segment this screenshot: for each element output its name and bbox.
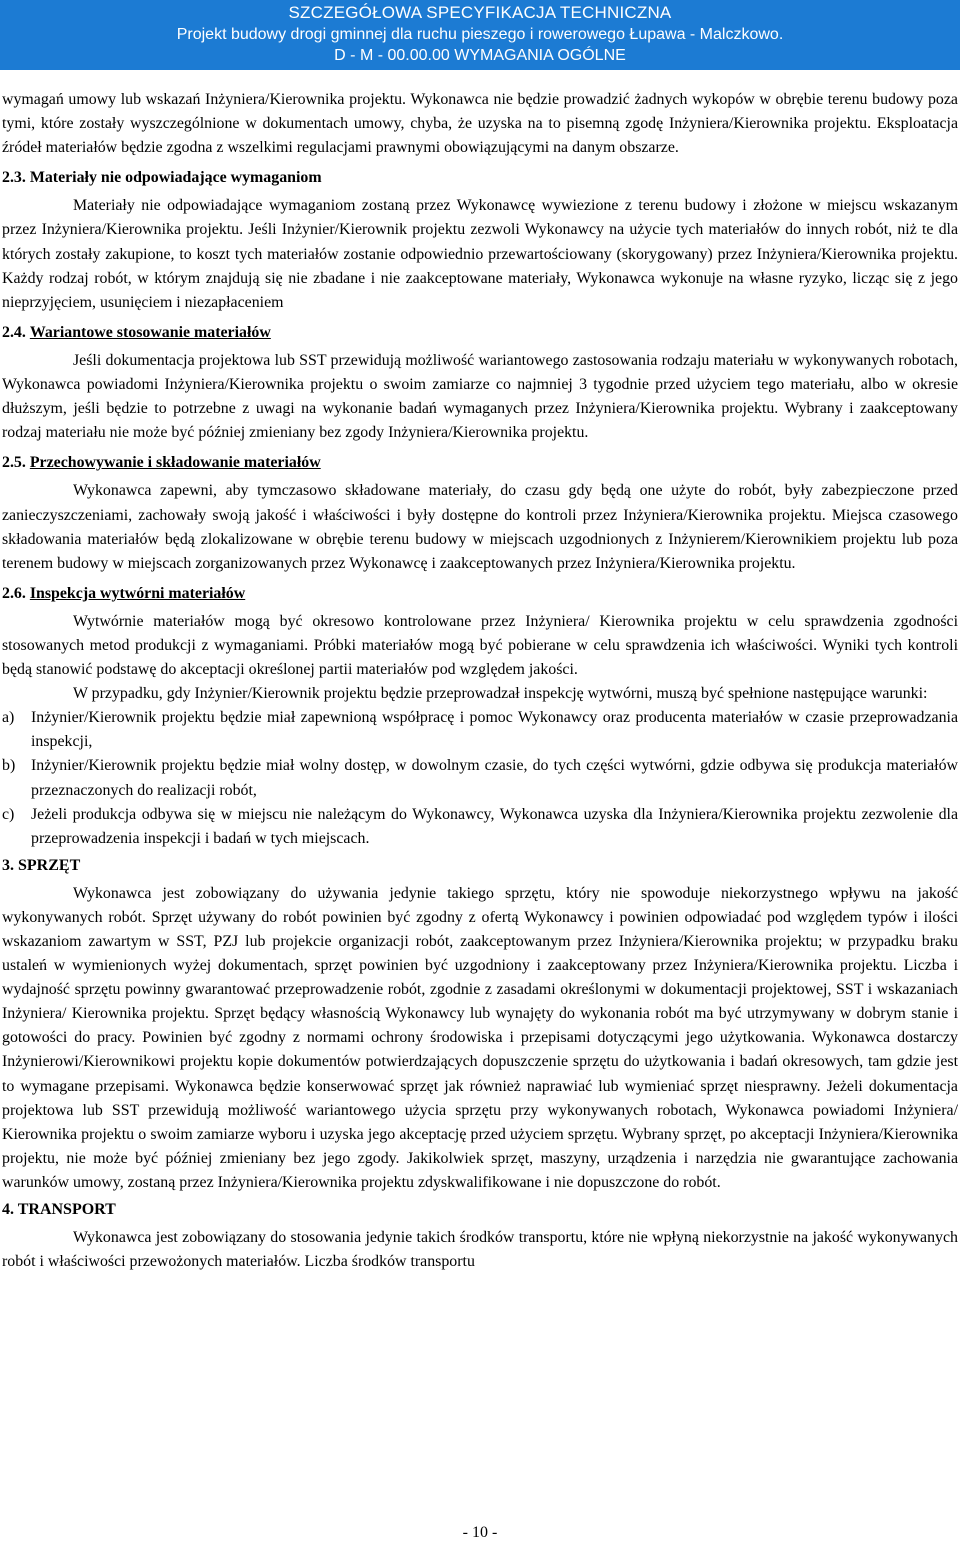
section-number: 2.4.	[2, 323, 26, 341]
list-item-text: Inżynier/Kierownik projektu będzie miał zapewnioną współpracę i pomoc Wykonawcy oraz producenta materiałów w czasie przeprowadzania inspekcji,	[31, 709, 958, 751]
list-item-label: b)	[2, 757, 16, 775]
section-3-paragraph: Wykonawca jest zobowiązany do używania jedynie takiego sprzętu, który nie spowoduje niekorzystnego wpływu na jakość wykonywanych robót. Sprzęt używany do robót powinien być zgodny z ofertą Wykonawcy i powinien odpowiadać pod względem typów i ilości wskazaniom zawartym w SST, PZJ lub projekcie organizacji robót, zaakceptowanym przez Inżyniera/Kierownika projektu; w przypadku braku ustaleń w wymienionych wyżej dokumentach, sprzęt powinien być uzgodniony i zaakceptowany przez Inżyniera/Kierownika projektu. Liczba i wydajność sprzętu powinny gwarantować przeprowadzenie robót, zgodnie z zasadami określonymi w dokumentacji projektowej, SST i wskazaniach Inżyniera/ Kierownika projektu. Sprzęt będący własnością Wykonawcy lub wynajęty do wykonania robót ma być utrzymywany w dobrym stanie i gotowości do pracy. Powinien być zgodny z normami ochrony środowiska i przepisami dotyczącymi jego użytkowania. Wykonawca dostarczy Inżynierowi/Kierownikowi projektu kopie dokumentów potwierdzających dopuszczenie sprzętu do użytkowania i badań okresowych, tam gdzie jest to wymagane przepisami. Wykonawca będzie konserwować sprzęt jak również naprawiać lub wymieniać sprzęt niesprawny. Jeżeli dokumentacja projektowa lub SST przewidują możliwość wariantowego użycia sprzętu przy wykonywanych robotach, Wykonawca powiadomi Inżyniera/ Kierownika projektu o swoim zamiarze wyboru i uzyska jego akceptację przed użyciem sprzętu. Wybrany sprzęt, po akceptacji Inżyniera/Kierownika projektu, nie może być później zmieniany bez jego zgody. Jakikolwiek sprzęt, maszyny, urządzenia i narzędzia nie gwarantujące zachowania warunków umowy, zostaną przez Inżyniera/Kierownika projektu zdyskwalifikowane i nie dopuszczone do robót.	[2, 884, 958, 1191]
page-number: - 10 -	[462, 1524, 498, 1541]
section-title: Przechowywanie i składowanie materiałów	[29, 454, 321, 472]
intro-paragraph: wymagań umowy lub wskazań Inżyniera/Kierownika projektu. Wykonawca nie będzie prowadzić żadnych wykopów w obrębie terenu budowy poza tymi, które zostały wyszczególnione w dokumentach umowy, chyba, że uzyska na to pisemną zgodę Inżyniera/Kierownika projektu. Eksploatacja źródeł materiałów będzie zgodna z wszelkimi regulacjami prawnymi obowiązującymi na danym obszarze.	[2, 91, 958, 157]
section-2-3-paragraph: Materiały nie odpowiadające wymaganiom zostaną przez Wykonawcę wywiezione z terenu budowy i złożone w miejscu wskazanym przez Inżyniera/Kierownika projektu. Jeśli Inżynier/Kierownik projektu zezwoli Wykonawcy na użycie tych materiałów do innych robót, niż te dla których zostały zakupione, to koszt tych materiałów zostanie odpowiednio przewartościowany (skorygowany) przez Inżyniera/Kierownika projektu. Każdy rodzaj robót, w którym znajdują się nie zbadane i nie zaakceptowane materiały, Wykonawca wykonuje na własne ryzyko, licząc się z jego nieprzyjęciem, usunięciem i niezapłaceniem	[2, 197, 958, 311]
list-item-text: Jeżeli produkcja odbywa się w miejscu nie należącym do Wykonawcy, Wykonawca uzyska dla Inżyniera/Kierownika projektu zezwolenie dla przeprowadzenia inspekcji i badań w tych miejscach.	[31, 805, 958, 847]
section-number: 2.3.	[2, 169, 26, 187]
section-2-4-paragraph: Jeśli dokumentacja projektowa lub SST przewidują możliwość wariantowego zastosowania rodzaju materiału w wykonywanych robotach, Wykonawca powiadomi Inżyniera/Kierownika projektu o swoim zamiarze co najmniej 3 tygodnie przed użyciem tego materiału, albo w okresie dłuższym, jeśli będzie to potrzebne z uwagi na wykonanie badań wymaganych przez Inżyniera/Kierownika projektu. Wybrany i zaakceptowany rodzaj materiału nie może być później zmieniany bez zgody Inżyniera/Kierownika projektu.	[2, 351, 958, 442]
section-2-5-paragraph: Wykonawca zapewni, aby tymczasowo składowane materiały, do czasu gdy będą one użyte do robót, były zabezpieczone przed zanieczyszczeniami, zachowały swoją jakość i właściwości i były dostępne do kontroli przez Inżyniera/Kierownika projektu. Miejsca czasowego składowania materiałów będą zlokalizowane w obrębie terenu budowy w miejscach uzgodnionych z Inżynierem/Kierownikiem projektu lub poza terenem budowy w miejscach zorganizowanych przez Wykonawcę i zaakceptowanych przez Inżyniera/Kierownika projektu.	[2, 482, 958, 572]
document-body	[2, 88, 958, 1274]
header-project: Projekt budowy drogi gminnej dla ruchu pieszego i rowerowego Łupawa - Malczkowo.	[176, 26, 784, 43]
section-2-6-paragraph-2: W przypadku, gdy Inżynier/Kierownik projektu będzie przeprowadzał inspekcję wytwórni, muszą być spełnione następujące warunki:	[73, 685, 928, 703]
list-item-text: Inżynier/Kierownik projektu będzie miał wolny dostęp, w dowolnym czasie, do tych części wytwórni, gdzie odbywa się produkcja materiałów przeznaczonych do realizacji robót,	[31, 757, 958, 799]
section-4-title: 4. TRANSPORT	[2, 1201, 116, 1219]
section-2-6-paragraph-1: Wytwórnie materiałów mogą być okresowo kontrolowane przez Inżyniera/ Kierownika projektu w celu sprawdzenia zgodności stosowanych metod produkcji z wymaganiami. Próbki materiałów mogą być pobierane w celu sprawdzenia ich właściwości. Wyniki tych kontroli będą stanowić podstawę do akceptacji określonej partii materiałów pod względem jakości.	[2, 612, 958, 679]
header-section: D - M - 00.00.00 WYMAGANIA OGÓLNE	[334, 47, 626, 64]
section-2-3-heading	[2, 166, 958, 190]
section-2-4-heading	[2, 321, 958, 345]
list-item-label: a)	[2, 709, 15, 727]
section-title: Wariantowe stosowanie materiałów	[29, 323, 271, 341]
document-header	[0, 0, 960, 70]
section-2-6-heading	[2, 582, 958, 606]
section-4-paragraph: Wykonawca jest zobowiązany do stosowania jedynie takich środków transportu, które nie wpłyną niekorzystnie na jakość wykonywanych robót i właściwości przewożonych materiałów. Liczba środków transportu	[2, 1229, 958, 1271]
section-number: 2.5.	[2, 454, 26, 472]
header-title: SZCZEGÓŁOWA SPECYFIKACJA TECHNICZNA	[288, 3, 672, 22]
list-item	[2, 803, 958, 851]
section-3-title: 3. SPRZĘT	[2, 856, 81, 874]
section-number: 2.6.	[2, 584, 26, 602]
section-title: Inspekcja wytwórni materiałów	[29, 584, 246, 602]
list-item	[2, 754, 958, 802]
section-2-5-heading	[2, 451, 958, 475]
section-title: Materiały nie odpowiadające wymaganiom	[29, 169, 322, 187]
list-item-label: c)	[2, 805, 15, 823]
list-item	[2, 706, 958, 754]
conditions-list	[2, 706, 958, 851]
